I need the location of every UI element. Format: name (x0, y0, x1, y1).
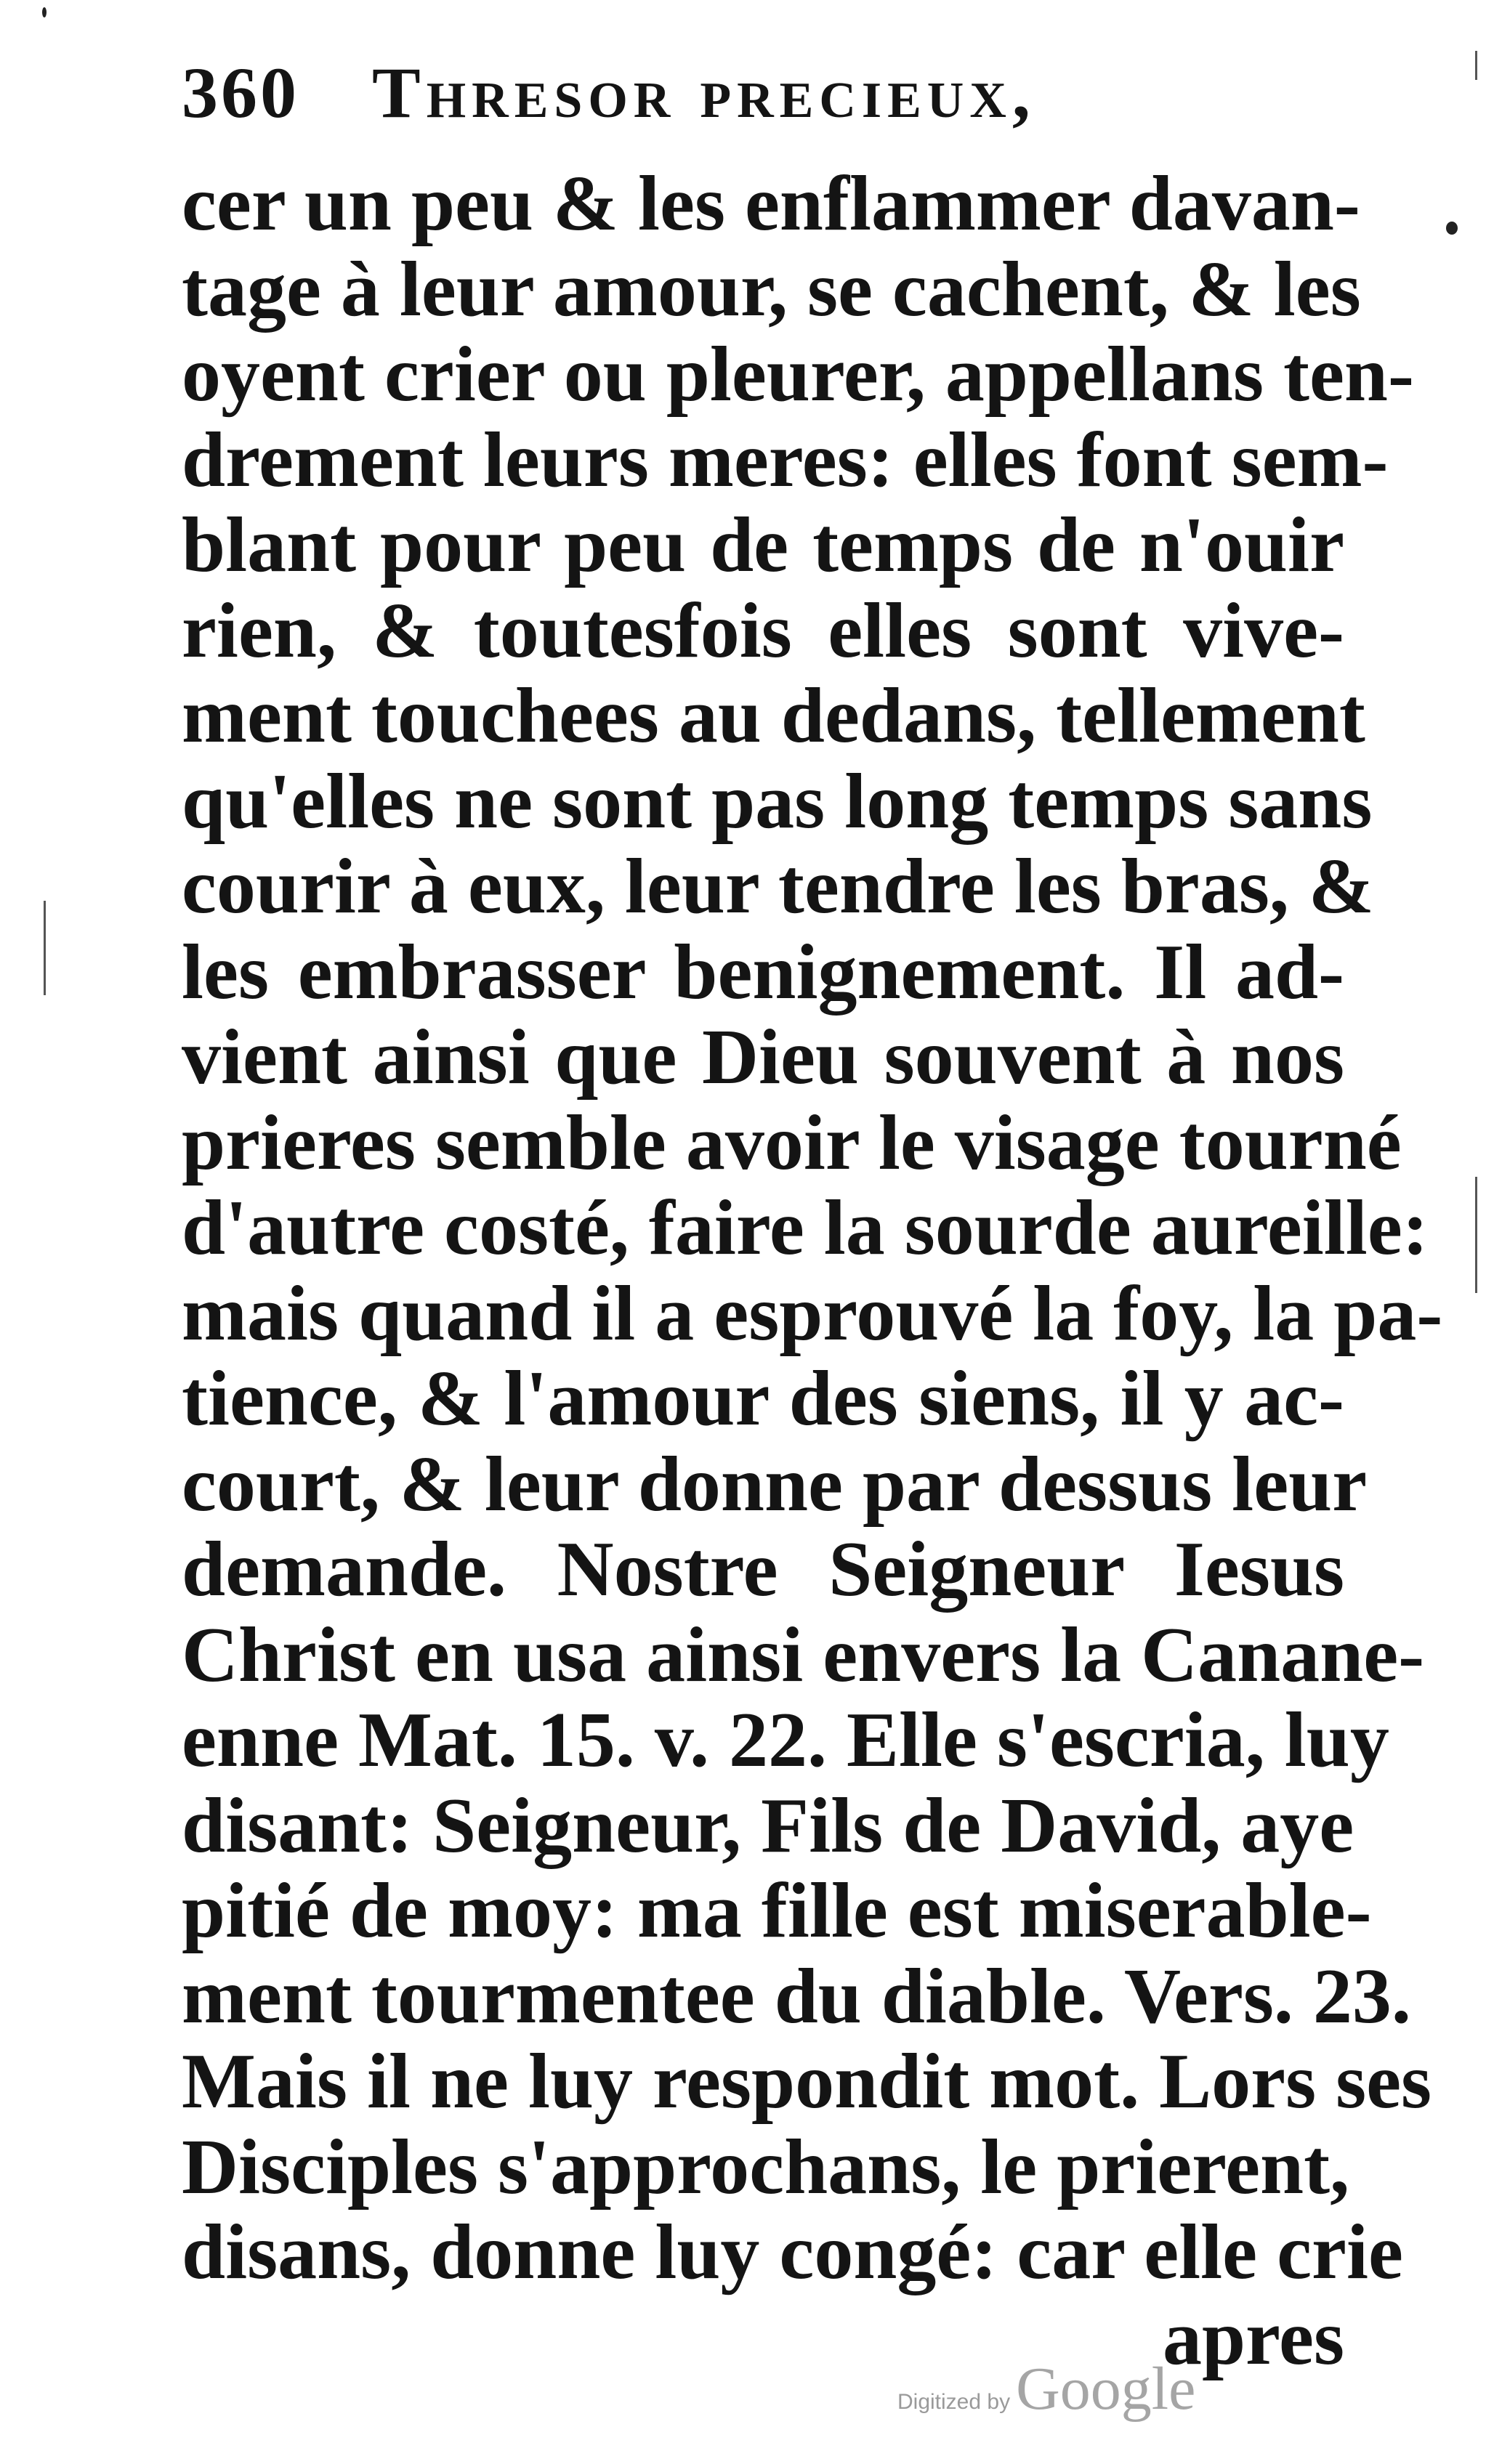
margin-rule (1475, 51, 1477, 80)
watermark-prefix: Digitized by (897, 2390, 1011, 2414)
text-line: vient ainsi que Dieu souvent à nos (182, 1014, 1344, 1101)
text-line: Christ en usa ainsi envers la Canane- (182, 1611, 1425, 1698)
text-line: tage à leur amour, se cachent, & les (182, 246, 1361, 333)
text-line: d'autre costé, faire la sourde aureille: (182, 1185, 1429, 1271)
margin-rule (44, 901, 46, 995)
text-line: mais quand il a esprouvé la foy, la pa- (182, 1270, 1443, 1357)
text-line: disans, donne luy congé: car elle crie (182, 2209, 1403, 2295)
margin-rule (1475, 1177, 1477, 1293)
body-text (182, 161, 1443, 2381)
text-line: ment touchees au dedans, tellement (182, 673, 1365, 759)
text-line: Mais il ne luy respondit mot. Lors ses (182, 2038, 1432, 2125)
text-line: Disciples s'approchans, le prierent, (182, 2123, 1350, 2210)
text-line: prieres semble avoir le visage tourné (182, 1099, 1402, 1186)
text-line: drement leurs meres: elles font sem- (182, 416, 1389, 503)
text-line: cer un peu & les enflammer davan- (182, 161, 1360, 247)
text-line: qu'elles ne sont pas long temps sans (182, 758, 1373, 845)
text-line: court, & leur donne par dessus leur (182, 1440, 1368, 1528)
text-line: oyent crier ou pleurer, appellans ten- (182, 331, 1414, 418)
catchword: apres (1162, 2294, 1344, 2381)
running-head (182, 51, 1330, 160)
page-number: 360 (182, 52, 299, 133)
scan-speck (1446, 222, 1458, 235)
running-title: Thresor precieux, (372, 52, 1036, 133)
text-line: blant pour peu de temps de n'ouir (182, 502, 1344, 588)
text-line: ment tourmentee du diable. Vers. 23. (182, 1953, 1411, 2040)
scan-speck (42, 7, 47, 17)
text-line: pitié de moy: ma fille est miserable- (182, 1868, 1372, 1954)
text-line: disant: Seigneur, Fils de David, aye (182, 1782, 1354, 1869)
text-line: tience, & l'amour des siens, il y ac- (182, 1355, 1344, 1442)
text-line: enne Mat. 15. v. 22. Elle s'escria, luy (182, 1697, 1389, 1783)
digitized-by-watermark (897, 2354, 1203, 2441)
text-line: les embrasser benignement. Il ad- (182, 928, 1344, 1016)
text-line: courir à eux, leur tendre les bras, & (182, 843, 1374, 930)
text-line: demande. Nostre Seigneur Iesus (182, 1526, 1344, 1613)
text-line: rien, & toutesfois elles sont vive- (182, 587, 1344, 674)
google-logo: Google (1016, 2355, 1196, 2423)
